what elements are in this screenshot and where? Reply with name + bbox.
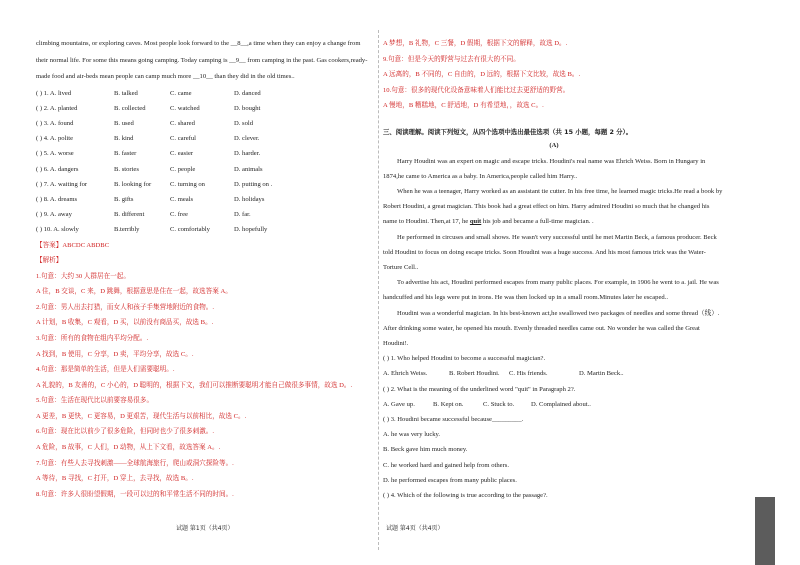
option-cell: D. hopefully — [234, 226, 268, 234]
option-cell: D. bought — [234, 104, 261, 112]
option-row — [36, 101, 374, 116]
analysis-line: 3.句意：所有的食物在组内平均分配。. — [36, 334, 149, 342]
question-4: ( ) 4. Which of the following is true according to the passage?. — [383, 491, 548, 499]
page-footer-right: 试题 第4页（共4页） — [386, 525, 444, 532]
q1-option-a: A. Ehrich Weiss. — [383, 370, 428, 378]
option-cell: B. collected — [114, 104, 146, 112]
right-column — [383, 36, 725, 503]
column-divider — [378, 30, 379, 550]
analysis-line: 2.句意：男人出去打猎，而女人和孩子手集营地附近的食物。. — [36, 303, 215, 311]
paragraph-2 — [383, 184, 725, 230]
option-cell: ( ) 10. A. slowly — [36, 226, 79, 234]
option-cell: ( ) 9. A. away — [36, 211, 72, 219]
option-cell: D. danced — [234, 89, 261, 97]
question-2: ( ) 2. What is the meaning of the underlined word "quit" in Paragraph 2?. — [383, 385, 576, 393]
section-title: 三、阅读理解。阅读下列短文，从四个选项中选出最佳选项（共 15 小题，每题 2 分）。 — [383, 127, 633, 136]
option-cell: B.terribly — [114, 226, 140, 234]
option-cell: D. far. — [234, 211, 251, 219]
analysis-line: 5.句意：生活在现代比以前要容易很多。 — [36, 397, 154, 405]
option-cell: ( ) 2. A. planted — [36, 104, 78, 112]
q3-option-c: C. he worked hard and gained help from others. — [383, 461, 509, 469]
option-cell: D. sold — [234, 119, 254, 127]
q3-option-b: B. Beck gave him much money. — [383, 446, 468, 454]
q1-option-d: D. Martin Beck.. — [579, 370, 624, 378]
analysis-line: A 梦想，B 礼物，C 三餐，D 假期，根据下文的解释，故选 D。. — [383, 40, 568, 47]
option-row — [36, 207, 374, 222]
option-cell: B. stories — [114, 165, 139, 173]
option-cell: B. gifts — [114, 195, 134, 203]
option-cell: D. putting on . — [234, 180, 273, 188]
q2-option-d: D. Complained about.. — [531, 400, 591, 408]
paragraph-2-text: When he was a teenager, Harry worked as an assistant tie cutter. In his free time, he learned magic tricks.He read a book by Robert Houdini, a great magician. This book had a great effect on him. Harry admired Houdini so much that he changed his name to Houdini. Then,at 17, he — [383, 187, 723, 226]
analysis-line: A 等待，B 寻找，C 打开，D 穿上，去寻找，故选 B。. — [36, 475, 194, 483]
analysis-line: 10.句意：很多的现代化设备意味着人们能比过去更舒适的野营。 — [383, 86, 570, 94]
q3-option-d: D. he performed escapes from many public places. — [383, 476, 517, 484]
option-row — [36, 146, 374, 161]
option-cell: C. easier — [170, 150, 194, 158]
option-cell: ( ) 6. A. dangers — [36, 165, 79, 173]
q1-option-b: B. Robert Houdini. — [449, 370, 500, 378]
paragraph-1: Harry Houdini was an expert on magic and escape tricks. Houdini's real name was Ehrich Weiss. Born in Hungary in 1874,he came to America as a baby. In America,people called him Harry.. — [383, 157, 706, 180]
question-3: ( ) 3. Houdini became successful because_________. — [383, 415, 524, 423]
cloze-options — [36, 86, 374, 238]
analysis-line: A 礼貌的，B 友善的，C 小心的，D 聪明的，根据下文，我们可以推断要聪明才能自己做很多事情，故选 D。. — [36, 381, 353, 389]
analysis-line: A 更差，B 更快，C 更容易，D 更艰苦，现代生活与以前相比，故选 C。. — [36, 412, 247, 420]
option-cell: D. clever. — [234, 135, 260, 143]
option-cell: C. shared — [170, 119, 195, 127]
question-2-options — [383, 397, 725, 412]
option-cell: ( ) 8. A. dreams — [36, 195, 78, 203]
option-cell: ( ) 3. A. found — [36, 119, 74, 127]
analysis-line: A 慢地，B 糟糕地，C 舒适地，D 有希望地，，故选 C。. — [383, 102, 544, 109]
paragraph-2-end: his job and became a full-time magician. . — [482, 218, 594, 226]
analysis-line: 8.句意：许多人很盼望假期，一段可以过的和平常生活不同的时间。. — [36, 490, 234, 498]
option-row — [36, 131, 374, 146]
option-cell: ( ) 1. A. lived — [36, 89, 72, 97]
cloze-passage: climbing mountains, or exploring caves. Most people look forward to the __8__,a time when they can enjoy a change from their normal life. For some this means going camping. Today camping is __9__ from camping in the past. Gas cookers,ready-made food and air-beds mean people can camp much more __10__ than they did in the old times.. — [36, 40, 368, 80]
option-row — [36, 222, 374, 237]
q2-option-c: C. Stuck to. — [483, 400, 515, 408]
q2-option-b: B. Kept on. — [433, 400, 464, 408]
q3-option-a: A. he was very lucky. — [383, 431, 441, 439]
analysis-line: A 计划，B 收集，C 观看，D 买，以前没有商品买，故选 B。. — [36, 319, 214, 327]
option-cell: D. holidays — [234, 195, 265, 203]
option-cell: C. watched — [170, 104, 200, 112]
paragraph-3: He performed in circuses and small shows. He wasn't very successful until he met Martin Beck, a famous producer. Beck told Houdini to focus on doing escape tricks. Soon Houdini was a huge success. And his most famous trick was the Water-Torture Cell.. — [383, 233, 717, 271]
paragraph-5: Houdini was a wonderful magician. In his best-known act,he swallowed two packages of needles and some thread（线）. After drinking some water, he opened his mouth. Evenly threaded needles came out. No wonder he was called the Great Houdini!. — [383, 309, 720, 347]
left-column — [36, 36, 374, 502]
q1-option-c: C. His friends. — [509, 370, 548, 378]
scroll-sidebar — [755, 497, 775, 565]
answer-line: 【答案】ABCDC ABDBC — [36, 241, 110, 249]
q2-option-a: A. Gave up. — [383, 400, 415, 408]
analysis-title: 【解析】 — [36, 257, 63, 265]
option-cell: C. comfortably — [170, 226, 210, 234]
option-cell: C. free — [170, 211, 188, 219]
analysis-line: 6.句意：现在比以前少了很多危险，但同时也少了很多刺激。. — [36, 428, 215, 436]
paragraph-4: To advertise his act, Houdini performed escapes from many public places. For example, in 1906 he went to a. jail. He was handcuffed and his legs were put in irons. He was then locked up in a small room.Minutes later he escaped.. — [383, 279, 719, 302]
question-1: ( ) 1. Who helped Houdini to become a successful magician?. — [383, 355, 546, 363]
option-cell: ( ) 4. A. polite — [36, 135, 73, 143]
option-cell: ( ) 7. A. waiting for — [36, 180, 88, 188]
analysis-line: 7.句意：有些人去寻找刺激——全球航海旅行，爬山或洞穴探险等。. — [36, 459, 234, 467]
analysis-list — [36, 269, 374, 503]
option-cell: C. careful — [170, 135, 196, 143]
page-footer-left: 试题 第1页（共4页） — [176, 525, 234, 532]
option-cell: B. looking for — [114, 180, 152, 188]
analysis-line: 1.句意：大约 30 人群居在一起。 — [36, 272, 130, 280]
option-cell: C. came — [170, 89, 192, 97]
option-row — [36, 86, 374, 101]
option-cell: B. kind — [114, 135, 134, 143]
option-cell: C. turning on — [170, 180, 205, 188]
analysis-line: A 住，B 交谈，C 来，D 跳舞，根据意思是住在一起，故选答案 A。 — [36, 288, 232, 296]
option-row — [36, 192, 374, 207]
option-cell: B. talked — [114, 89, 138, 97]
passage-label: (A) — [549, 141, 559, 149]
option-cell: C. meals — [170, 195, 194, 203]
analysis-line: A 找到，B 使用，C 分享，D 卖，平均分享，故选 C。. — [36, 350, 194, 358]
option-cell: B. used — [114, 119, 134, 127]
option-cell: D. harder. — [234, 150, 261, 158]
option-cell: C. people — [170, 165, 196, 173]
option-cell: B. different — [114, 211, 145, 219]
analysis-line: A 远离的，B 不同的，C 自由的，D 远的，根据下文比较，故选 B。. — [383, 71, 581, 78]
option-row — [36, 177, 374, 192]
option-row — [36, 162, 374, 177]
reading-passage — [383, 154, 725, 352]
analysis-continued — [383, 36, 725, 114]
option-cell: D. animals — [234, 165, 263, 173]
option-cell: ( ) 5. A. worse — [36, 150, 74, 158]
analysis-line: 4.句意：那是简单的生活，但是人们需要聪明。. — [36, 366, 175, 374]
analysis-line: A 危险，B 故事，C 人们，D 动物，从上下文看，故选答案 A。. — [36, 444, 221, 452]
underlined-word: quit — [469, 218, 482, 226]
question-1-options — [383, 366, 725, 381]
analysis-line: 9.句意：但是今天的野营与过去有很大的不同。 — [383, 55, 520, 63]
option-row — [36, 116, 374, 131]
questions — [383, 351, 725, 503]
option-cell: B. faster — [114, 150, 137, 158]
